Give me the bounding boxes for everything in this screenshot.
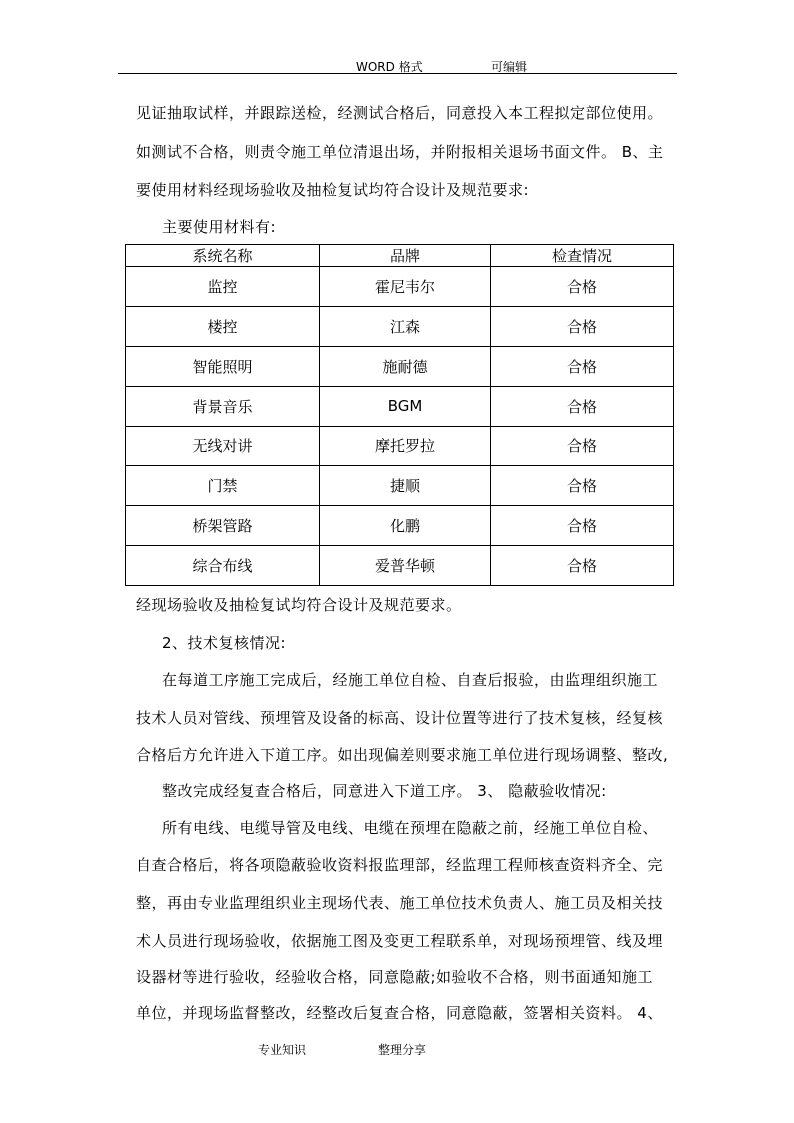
brand-cell: 摩托罗拉 [320,426,491,466]
paragraph-line: 整改完成经复查合格后，同意进入下道工序。 3、 隐蔽验收情况: [162,782,607,800]
brand-cell: 捷顺 [320,466,491,506]
footer-left-label: 专业知识 [258,1043,307,1057]
column-header-inspection: 检查情况 [491,245,674,267]
paragraph-line: 要使用材料经现场验收及抽检复试均符合设计及规范要求: [136,181,530,199]
system-name-cell: 背景音乐 [126,386,320,426]
table-row [126,306,674,346]
inspection-cell: 合格 [491,386,674,426]
paragraph-line: 整，再由专业监理组织业主现场代表、施工单位技术负责人、施工员及相关技 [136,894,664,912]
brand-cell: 爱普华顿 [320,546,491,586]
brand-cell: BGM [320,386,491,426]
materials-table [125,244,674,586]
inspection-cell: 合格 [491,346,674,386]
inspection-cell: 合格 [491,267,674,307]
system-name-cell: 桥架管路 [126,506,320,546]
column-header-system: 系统名称 [126,245,320,267]
inspection-cell: 合格 [491,546,674,586]
paragraph-line: 术人员进行现场验收，依据施工图及变更工程联系单，对现场预埋管、线及埋 [136,932,664,950]
table-row [126,267,674,307]
materials-intro: 主要使用材料有: [162,218,277,236]
paragraph-line: 自查合格后，将各项隐蔽验收资料报监理部，经监理工程师核查资料齐全、完 [136,856,664,874]
paragraph-line: 见证抽取试样，并跟踪送检，经测试合格后，同意投入本工程拟定部位使用。 [136,104,664,122]
table-row [126,346,674,386]
header-divider [118,73,677,74]
paragraph-line: 在每道工序施工完成后，经施工单位自检、自查后报验，由监理组织施工 [162,671,659,689]
table-header-row [126,245,674,267]
system-name-cell: 楼控 [126,306,320,346]
table-row [126,546,674,586]
header-editable-label: 可编辑 [491,60,528,74]
header-format-label: WORD 格式 [356,60,423,74]
table-row [126,386,674,426]
section-heading: 2、技术复核情况: [162,634,287,652]
brand-cell: 施耐德 [320,346,491,386]
inspection-cell: 合格 [491,506,674,546]
system-name-cell: 无线对讲 [126,426,320,466]
paragraph-line: 合格后方允许进入下道工序。如出现偏差则要求施工单位进行现场调整、整改, [136,746,669,764]
paragraph-line: 如测试不合格，则责令施工单位清退出场，并附报相关退场书面文件。 B、主 [136,143,664,161]
paragraph-line: 设器材等进行验收，经验收合格，同意隐蔽;如验收不合格，则书面通知施工 [136,968,654,986]
inspection-cell: 合格 [491,426,674,466]
paragraph-line: 单位，并现场监督整改，经整改后复查合格，同意隐蔽，签署相关资料。 4、 [136,1004,663,1022]
table-row [126,426,674,466]
system-name-cell: 综合布线 [126,546,320,586]
table-row [126,466,674,506]
column-header-brand: 品牌 [320,245,491,267]
inspection-cell: 合格 [491,306,674,346]
inspection-cell: 合格 [491,466,674,506]
paragraph-line: 所有电线、电缆导管及电线、电缆在预埋在隐蔽之前，经施工单位自检、 [162,819,659,837]
brand-cell: 江森 [320,306,491,346]
paragraph-line: 技术人员对管线、预埋管及设备的标高、设计位置等进行了技术复核，经复核 [136,709,664,727]
system-name-cell: 监控 [126,267,320,307]
footer-right-label: 整理分享 [378,1043,427,1057]
paragraph-line: 经现场验收及抽检复试均符合设计及规范要求。 [136,596,462,614]
system-name-cell: 智能照明 [126,346,320,386]
brand-cell: 化鹏 [320,506,491,546]
system-name-cell: 门禁 [126,466,320,506]
table-row [126,506,674,546]
brand-cell: 霍尼韦尔 [320,267,491,307]
